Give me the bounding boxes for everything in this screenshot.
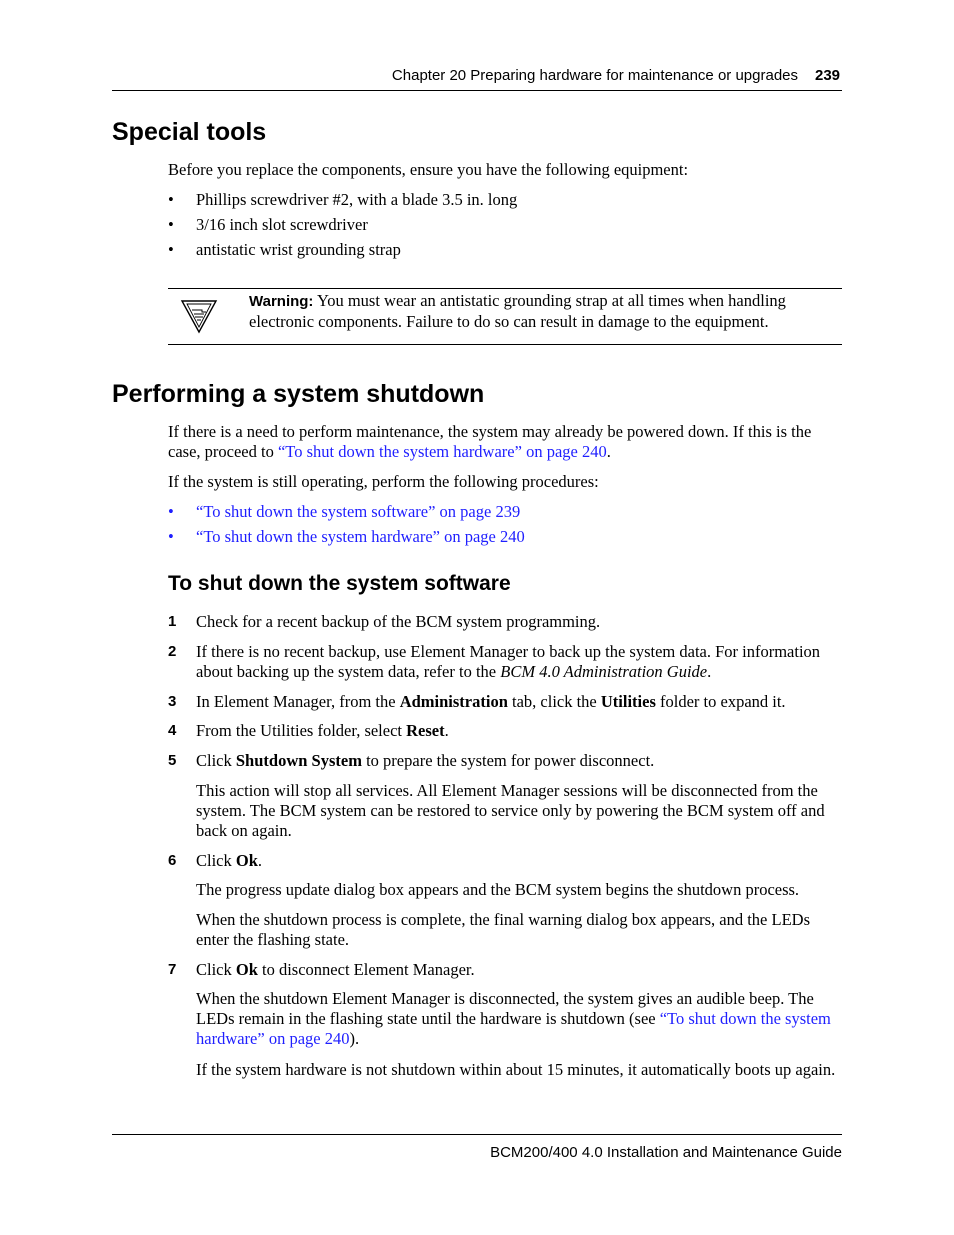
para-text: If there is a need to perform maintenance, the system may already be powered down. If this is the case, proceed to [168, 422, 812, 461]
step-text-part: tab, click the [507, 692, 601, 711]
heading-special-tools: Special tools [112, 118, 267, 146]
ui-term: Administration [399, 692, 508, 711]
step-text-part: . [707, 662, 712, 681]
bullet-icon: • [168, 527, 174, 546]
esd-warning-icon [180, 298, 218, 334]
list-item: antistatic wrist grounding strap [196, 240, 401, 259]
step-number: 5 [168, 752, 177, 769]
step-text-part: Click [196, 960, 236, 979]
warning-body: You must wear an antistatic grounding strap at all times when handling electronic components. Failure to do so can result in damage to the equipment. [249, 291, 786, 331]
warning-top-rule [168, 288, 842, 289]
bullet-icon: • [168, 190, 174, 209]
step-number: 3 [168, 693, 177, 710]
heading-shut-down-software: To shut down the system software [168, 572, 511, 595]
step-text-part: When the shutdown Element Manager is disconnected, the system gives an audible beep. The LEDs remain in the flashing state until the hardware is shutdown (see [196, 989, 814, 1028]
step-number: 4 [168, 722, 177, 739]
step-text [196, 960, 842, 980]
heading-system-shutdown: Performing a system shutdown [112, 380, 485, 408]
ui-term: Ok [235, 851, 258, 870]
ui-term: Reset [406, 721, 445, 740]
step-note: When the shutdown process is complete, the final warning dialog box appears, and the LEDs enter the flashing state. [196, 910, 811, 949]
step-number: 6 [168, 852, 177, 869]
step-number: 1 [168, 613, 177, 630]
step-text-part: folder to expand it. [655, 692, 786, 711]
step-text: Check for a recent backup of the BCM system programming. [196, 612, 601, 631]
running-header: Chapter 20 Preparing hardware for maintenance or upgrades [391, 67, 798, 84]
bullet-icon: • [168, 240, 174, 259]
step-text [196, 721, 842, 741]
step-note: The progress update dialog box appears and the BCM system begins the shutdown process. [196, 880, 800, 899]
step-number: 7 [168, 961, 177, 978]
step-text-part: Click [196, 851, 236, 870]
step-text-part: to disconnect Element Manager. [257, 960, 475, 979]
list-item: Phillips screwdriver #2, with a blade 3.5 in. long [196, 190, 518, 209]
footer-title: BCM200/400 4.0 Installation and Maintenance Guide [490, 1144, 842, 1161]
step-text-part: . [257, 851, 263, 870]
special-tools-intro: Before you replace the components, ensure you have the following equipment: [168, 160, 689, 179]
step-text [196, 642, 842, 682]
step-text-part: . [444, 721, 449, 740]
step-text-part: Click [196, 751, 236, 770]
shutdown-para-1 [168, 422, 842, 462]
step-note: If the system hardware is not shutdown within about 15 minutes, it automatically boots up again. [196, 1060, 836, 1079]
step-note: This action will stop all services. All Element Manager sessions will be disconnected from the system. The BCM system can be restored to service only by powering the BCM system off and back on again. [196, 781, 825, 840]
step-text-part: In Element Manager, from the [196, 692, 400, 711]
step-text-part: ). [349, 1029, 360, 1048]
para-text: . [606, 442, 611, 461]
bullet-icon: • [168, 215, 174, 234]
page-number: 239 [815, 67, 841, 84]
step-text [196, 692, 842, 712]
step-note [196, 989, 842, 1049]
step-text-part: From the Utilities folder, select [196, 721, 407, 740]
warning-bottom-rule [168, 344, 842, 345]
step-text-part: to prepare the system for power disconnect. [361, 751, 655, 770]
step-text [196, 751, 842, 771]
ui-term: Utilities [600, 692, 656, 711]
list-item: 3/16 inch slot screwdriver [196, 215, 368, 234]
link-system-hardware[interactable]: “To shut down the system hardware” on page 240 [277, 442, 607, 461]
link-system-software[interactable]: “To shut down the system software” on page 239 [196, 502, 521, 521]
shutdown-para-2: If the system is still operating, perform the following procedures: [168, 472, 599, 491]
ui-term: Ok [235, 960, 258, 979]
step-number: 2 [168, 643, 177, 660]
bullet-icon: • [168, 502, 174, 521]
link-system-hardware[interactable]: “To shut down the system hardware” on page 240 [196, 1009, 831, 1048]
header-rule [112, 90, 842, 91]
link-system-hardware[interactable]: “To shut down the system hardware” on page 240 [196, 527, 525, 546]
ui-term: Shutdown System [235, 751, 362, 770]
guide-title: BCM 4.0 Administration Guide [500, 662, 708, 681]
footer-rule [112, 1134, 842, 1135]
warning-label: Warning: [249, 293, 314, 310]
step-text [196, 851, 842, 871]
warning-text [249, 291, 842, 332]
step-text-part: If there is no recent backup, use Element Manager to back up the system data. For information about backing up the system data, refer to the [196, 642, 821, 681]
